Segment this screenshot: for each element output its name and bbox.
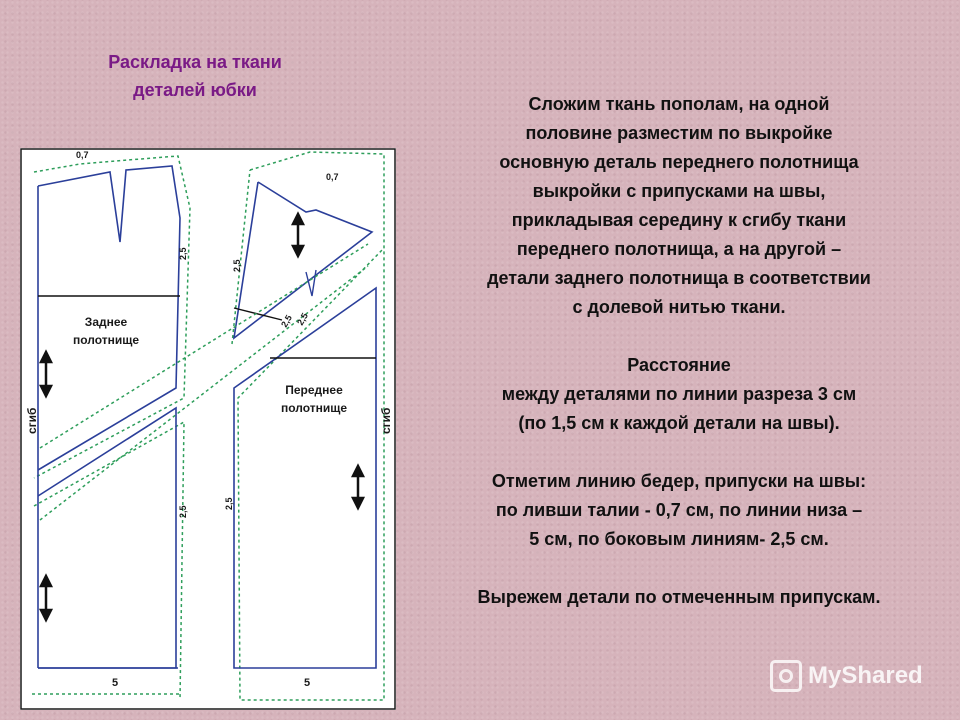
text-line: Расстояние — [627, 355, 731, 375]
text-line: детали заднего полотнища в соответствии — [487, 268, 871, 288]
slide-title — [40, 48, 350, 104]
text-line: половине разместим по выкройке — [525, 123, 833, 143]
label-fold-left: сгиб — [25, 407, 39, 434]
front-skirt-outline — [234, 288, 376, 668]
title-line-2: деталей юбки — [133, 80, 257, 100]
front-dart — [306, 270, 316, 296]
text-line: (по 1,5 см к каждой детали на швы). — [518, 413, 840, 433]
instruction-paragraph-4 — [402, 583, 956, 612]
label-front-panel-2: полотнище — [280, 401, 348, 415]
watermark-logo — [770, 656, 923, 696]
label-hem-left: 5 — [112, 677, 119, 689]
label-side-bottom-right: 2,5 — [224, 497, 234, 510]
instruction-paragraph-2 — [402, 351, 956, 438]
pattern-layout-svg — [20, 148, 396, 710]
back-skirt-cut-line — [34, 422, 184, 700]
pattern-layout-diagram — [20, 148, 396, 710]
text-line: Сложим ткань пополам, на одной — [528, 94, 830, 114]
label-front-panel-1: Переднее — [285, 383, 343, 397]
back-skirt-outline — [38, 408, 176, 668]
grain-arrow-front-yoke — [293, 214, 303, 256]
front-cut-line — [238, 152, 384, 700]
grain-arrow-front-skirt — [353, 466, 363, 508]
text-line: основную деталь переднего полотнища — [499, 152, 859, 172]
text-line: по ливши талии - 0,7 см, по линии низа – — [495, 500, 863, 520]
label-cut-b: 2,5 — [295, 311, 310, 327]
label-hem-right: 5 — [304, 677, 311, 689]
label-back-panel-1: Заднее — [84, 315, 128, 329]
text-line: между деталями по линии разреза 3 см — [501, 384, 857, 404]
text-line: Отметим линию бедер, припуски на швы: — [491, 471, 867, 491]
label-side-bottom-left: 2,5 — [178, 505, 188, 518]
text-line: с долевой нитью ткани. — [572, 297, 786, 317]
label-side-top-right: 2,5 — [232, 259, 242, 272]
label-waist-right: 0,7 — [326, 172, 339, 182]
logo-text: MyShared — [808, 662, 923, 689]
instructions-text — [402, 90, 956, 641]
text-line: выкройки с припусками на швы, — [532, 181, 826, 201]
label-back-panel-2: полотнище — [72, 333, 140, 347]
instruction-paragraph-1 — [402, 90, 956, 322]
text-line: переднего полотнища, а на другой – — [516, 239, 842, 259]
text-line: прикладывая середину к сгибу ткани — [511, 210, 847, 230]
label-side-top-left: 2,5 — [178, 247, 188, 260]
label-cut-a: 2,5 — [279, 313, 294, 329]
front-yoke-hip-line — [234, 308, 282, 320]
text-line: Вырежем детали по отмеченным припускам. — [477, 587, 881, 607]
instruction-paragraph-3 — [402, 467, 956, 554]
text-line: 5 см, по боковым линиям- 2,5 см. — [529, 529, 829, 549]
label-waist-left: 0,7 — [76, 150, 89, 160]
fabric-border — [21, 149, 395, 709]
title-line-1: Раскладка на ткани — [108, 52, 282, 72]
grain-arrow-back-1 — [41, 352, 51, 396]
logo-icon — [770, 660, 802, 692]
front-yoke-cut-line — [232, 170, 250, 344]
grain-arrow-back-2 — [41, 576, 51, 620]
label-fold-right: сгиб — [379, 407, 393, 434]
